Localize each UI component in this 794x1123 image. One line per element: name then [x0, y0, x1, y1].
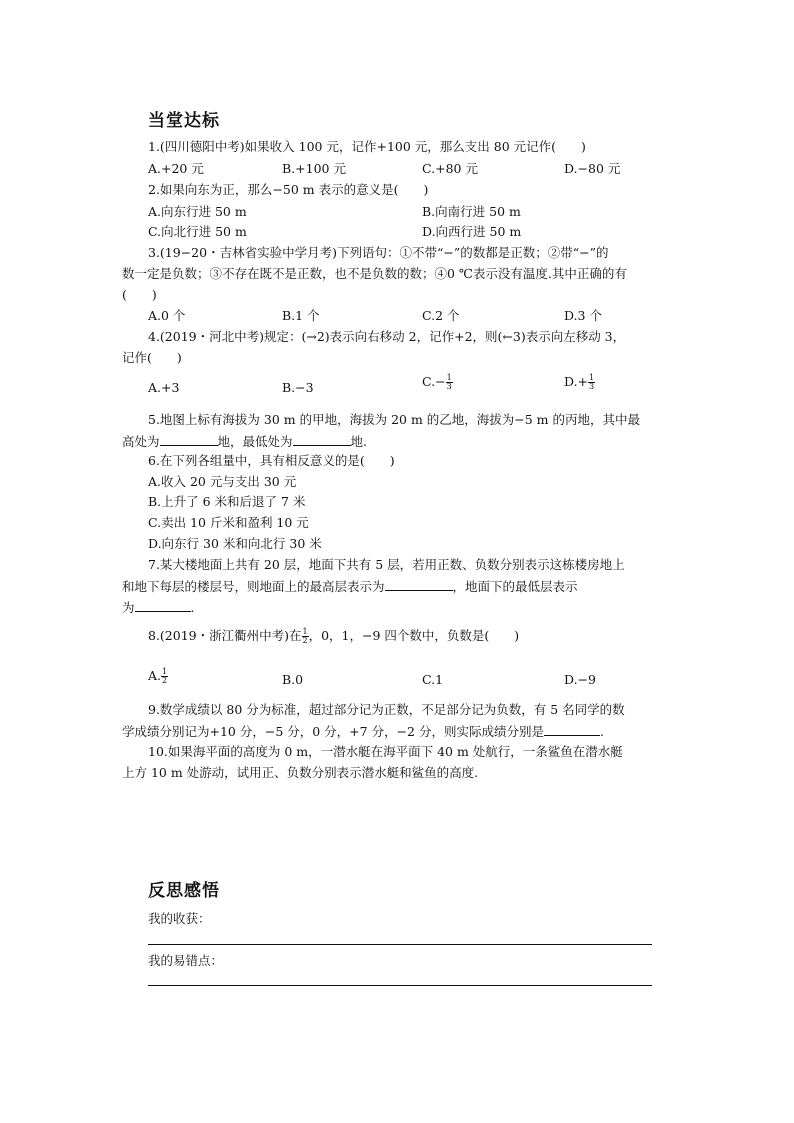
q8-option-a-fraction — [161, 668, 168, 685]
q1-option-d[interactable]: D.−80 元 — [564, 161, 621, 176]
question-7-line-2 — [122, 578, 578, 595]
reflection-errors-label: 我的易错点： — [148, 953, 224, 968]
question-4-line-1: 4.(2019・河北中考)规定：(→2)表示向右移动 2，记作+2，则(←3)表示向左移动 3， — [148, 329, 626, 344]
reflection-gains-line[interactable] — [148, 944, 652, 945]
q7-text-c: 为 — [122, 600, 135, 615]
q8-stem-fraction — [302, 628, 309, 645]
question-9-line-1: 9.数学成绩以 80 分为标准，超过部分记为正数，不足部分记为负数，有 5 名同学的数 — [148, 702, 625, 717]
q5-text-b: 地，最低处为 — [217, 434, 293, 449]
q3-option-d[interactable]: D.3 个 — [564, 308, 602, 323]
question-3-line-1: 3.(19−20・吉林省实验中学月考)下列语句：①不带“−”的数都是正数；②带“−”的 — [148, 245, 609, 260]
question-4-line-2: 记作( ) — [122, 350, 182, 365]
question-10-line-2: 上方 10 m 处游动，试用正、负数分别表示潜水艇和鲨鱼的高度. — [122, 765, 479, 780]
fraction-denominator: 3 — [446, 382, 452, 391]
q8-option-a-prefix: A. — [148, 668, 162, 683]
q3-option-b[interactable]: B.1 个 — [282, 308, 320, 323]
q4-option-a[interactable]: A.+3 — [148, 380, 180, 395]
fraction-numerator: 1 — [302, 627, 308, 636]
question-7-line-1: 7.某大楼地面上共有 20 层，地面下共有 5 层，若用正数、负数分别表示这栋楼房地上 — [148, 557, 625, 572]
question-5-line-2 — [122, 433, 367, 450]
q1-option-a[interactable]: A.+20 元 — [148, 161, 204, 176]
q4-option-d-fraction — [588, 374, 595, 391]
q8-option-d[interactable]: D.−9 — [564, 672, 596, 687]
q4-option-c-prefix: C.− — [422, 374, 446, 389]
fraction-numerator: 1 — [162, 667, 168, 676]
q4-option-c-fraction — [446, 374, 453, 391]
q2-option-d[interactable]: D.向西行进 50 m — [422, 224, 522, 239]
q5-blank-lowest[interactable] — [293, 433, 351, 446]
q6-option-c[interactable]: C.卖出 10 斤米和盈利 10 元 — [148, 515, 309, 530]
q8-stem-b: ，0，1，−9 四个数中，负数是( ) — [308, 628, 520, 643]
q6-option-b[interactable]: B.上升了 6 米和后退了 7 米 — [148, 494, 306, 509]
q8-option-c[interactable]: C.1 — [422, 672, 444, 687]
fraction-numerator: 1 — [446, 373, 452, 382]
q7-text-a: 和地下每层的楼层号，则地面上的最高层表示为 — [122, 579, 385, 594]
fraction-denominator: 3 — [589, 382, 595, 391]
q9-blank-actual-scores[interactable] — [544, 723, 600, 736]
q7-blank-highest-floor[interactable] — [385, 578, 453, 591]
q5-text-c: 地. — [350, 434, 368, 449]
question-3-line-2: 数一定是负数；③不存在既不是正数，也不是负数的数；④0 ℃表示没有温度.其中正确的有 — [122, 266, 627, 281]
q8-stem-a: 8.(2019・浙江衢州中考)在 — [148, 628, 302, 643]
q5-text-a: 高处为 — [122, 434, 160, 449]
q8-option-a[interactable] — [148, 668, 168, 685]
q7-text-b: ，地面下的最低层表示 — [452, 579, 578, 594]
question-10-line-1: 10.如果海平面的高度为 0 m，一潜水艇在海平面下 40 m 处航行，一条鲨鱼在潜水艇 — [148, 744, 623, 759]
q1-option-b[interactable]: B.+100 元 — [282, 161, 346, 176]
reflection-gains-label: 我的收获： — [148, 911, 211, 926]
reflection-errors-line[interactable] — [148, 985, 652, 986]
q2-option-b[interactable]: B.向南行进 50 m — [422, 204, 521, 219]
q4-option-d[interactable] — [564, 374, 595, 391]
question-1-stem: 1.(四川德阳中考)如果收入 100 元，记作+100 元，那么支出 80 元记作( ) — [148, 139, 586, 154]
q9-text-a: 学成绩分别记为+10 分，−5 分，0 分，+7 分，−2 分，则实际成绩分别是 — [122, 724, 544, 739]
q3-option-c[interactable]: C.2 个 — [422, 308, 460, 323]
fraction-denominator: 2 — [162, 676, 168, 685]
fraction-numerator: 1 — [589, 373, 595, 382]
q7-text-d: . — [190, 600, 195, 615]
fraction-denominator: 2 — [302, 636, 308, 645]
question-7-line-3 — [122, 599, 195, 616]
q6-option-d[interactable]: D.向东行 30 米和向北行 30 米 — [148, 536, 322, 551]
q4-option-b[interactable]: B.−3 — [282, 380, 314, 395]
q4-option-c[interactable] — [422, 374, 453, 391]
question-3-line-3: ( ) — [122, 287, 157, 302]
question-6-stem: 6.在下列各组量中，具有相反意义的是( ) — [148, 453, 395, 468]
q6-option-a[interactable]: A.收入 20 元与支出 30 元 — [148, 474, 297, 489]
q2-option-c[interactable]: C.向北行进 50 m — [148, 224, 247, 239]
question-5-line-1: 5.地图上标有海拔为 30 m 的甲地，海拔为 20 m 的乙地，海拔为−5 m 的丙地，其中最 — [148, 412, 641, 427]
q8-option-b[interactable]: B.0 — [282, 672, 304, 687]
q5-blank-highest[interactable] — [160, 433, 218, 446]
section-heading-class-practice: 当堂达标 — [148, 111, 220, 131]
q3-option-a[interactable]: A.0 个 — [148, 308, 186, 323]
question-8-stem — [148, 628, 519, 645]
q2-option-a[interactable]: A.向东行进 50 m — [148, 204, 247, 219]
question-9-line-2 — [122, 723, 604, 740]
q4-option-d-prefix: D.+ — [564, 374, 589, 389]
section-heading-reflection: 反思感悟 — [148, 881, 220, 901]
q1-option-c[interactable]: C.+80 元 — [422, 161, 478, 176]
question-2-stem: 2.如果向东为正，那么−50 m 表示的意义是( ) — [148, 182, 429, 197]
q7-blank-lowest-floor[interactable] — [135, 599, 191, 612]
q9-text-b: . — [599, 724, 604, 739]
